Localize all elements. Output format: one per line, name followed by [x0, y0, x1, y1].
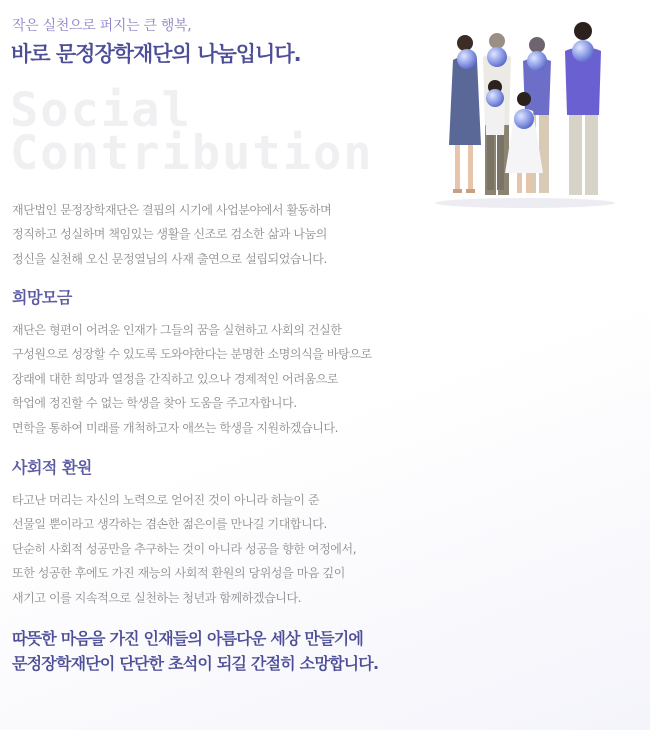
intro-line: 정직하고 성실하며 책임있는 생활을 신조로 검소한 삶과 나눔의: [12, 227, 327, 242]
body-line: 단순히 사회적 성공만을 추구하는 것이 아니라 성공을 향한 여정에서,: [12, 541, 357, 556]
closing-line: 문정장학재단이 단단한 초석이 되길 간절히 소망합니다.: [12, 654, 379, 673]
intro-paragraph: [12, 198, 331, 271]
section-title-social-return: 사회적 환원: [12, 458, 92, 477]
body-line: 면학을 통하여 미래를 개척하고자 애쓰는 학생을 지원하겠습니다.: [12, 420, 339, 435]
tagline: 작은 실천으로 퍼지는 큰 행복,: [12, 18, 192, 34]
body-line: 선물일 뿐이라고 생각하는 겸손한 젊은이를 만나길 기대합니다.: [12, 517, 327, 532]
body-line: 장래에 대한 희망과 열정을 간직하고 있으나 경제적인 어려움으로: [12, 371, 339, 386]
body-line: 타고난 머리는 자신의 노력으로 얻어진 것이 아니라 하늘이 준: [12, 493, 320, 507]
closing-statement: [12, 626, 378, 676]
body-line: 새기고 이를 지속적으로 실천하는 청년과 함께하겠습니다.: [12, 590, 302, 605]
closing-line: 따뜻한 마음을 가진 인재들의 아름다운 세상 만들기에: [12, 629, 364, 648]
body-line: 학업에 정진할 수 없는 학생을 찾아 도움을 주고자합니다.: [12, 396, 297, 411]
body-line: 또한 성공한 후에도 가진 재능의 사회적 환원의 당위성을 마음 깊이: [12, 566, 345, 581]
body-line: 재단은 형편이 어려운 인재가 그들의 꿈을 실현하고 사회의 건실한: [12, 323, 342, 337]
watermark-line-1: Social: [10, 83, 192, 138]
section-body-social-return: [12, 488, 356, 610]
body-line: 구성원으로 성장할 수 있도록 도와야한다는 분명한 소명의식을 바탕으로: [12, 347, 372, 362]
section-title-hope-fundraising: 희망모금: [12, 288, 72, 307]
family-with-balloons-photo: [425, 15, 620, 210]
section-body-hope-fundraising: [12, 318, 372, 440]
intro-line: 정신을 실천해 오신 문정열님의 사재 출연으로 설립되었습니다.: [12, 251, 327, 266]
intro-line: 재단법인 문정장학재단은 결핍의 시기에 사업분야에서 활동하며: [12, 203, 332, 217]
page-title: 바로 문정장학재단의 나눔입니다.: [11, 42, 301, 66]
watermark-line-2: Contribution: [10, 126, 374, 181]
